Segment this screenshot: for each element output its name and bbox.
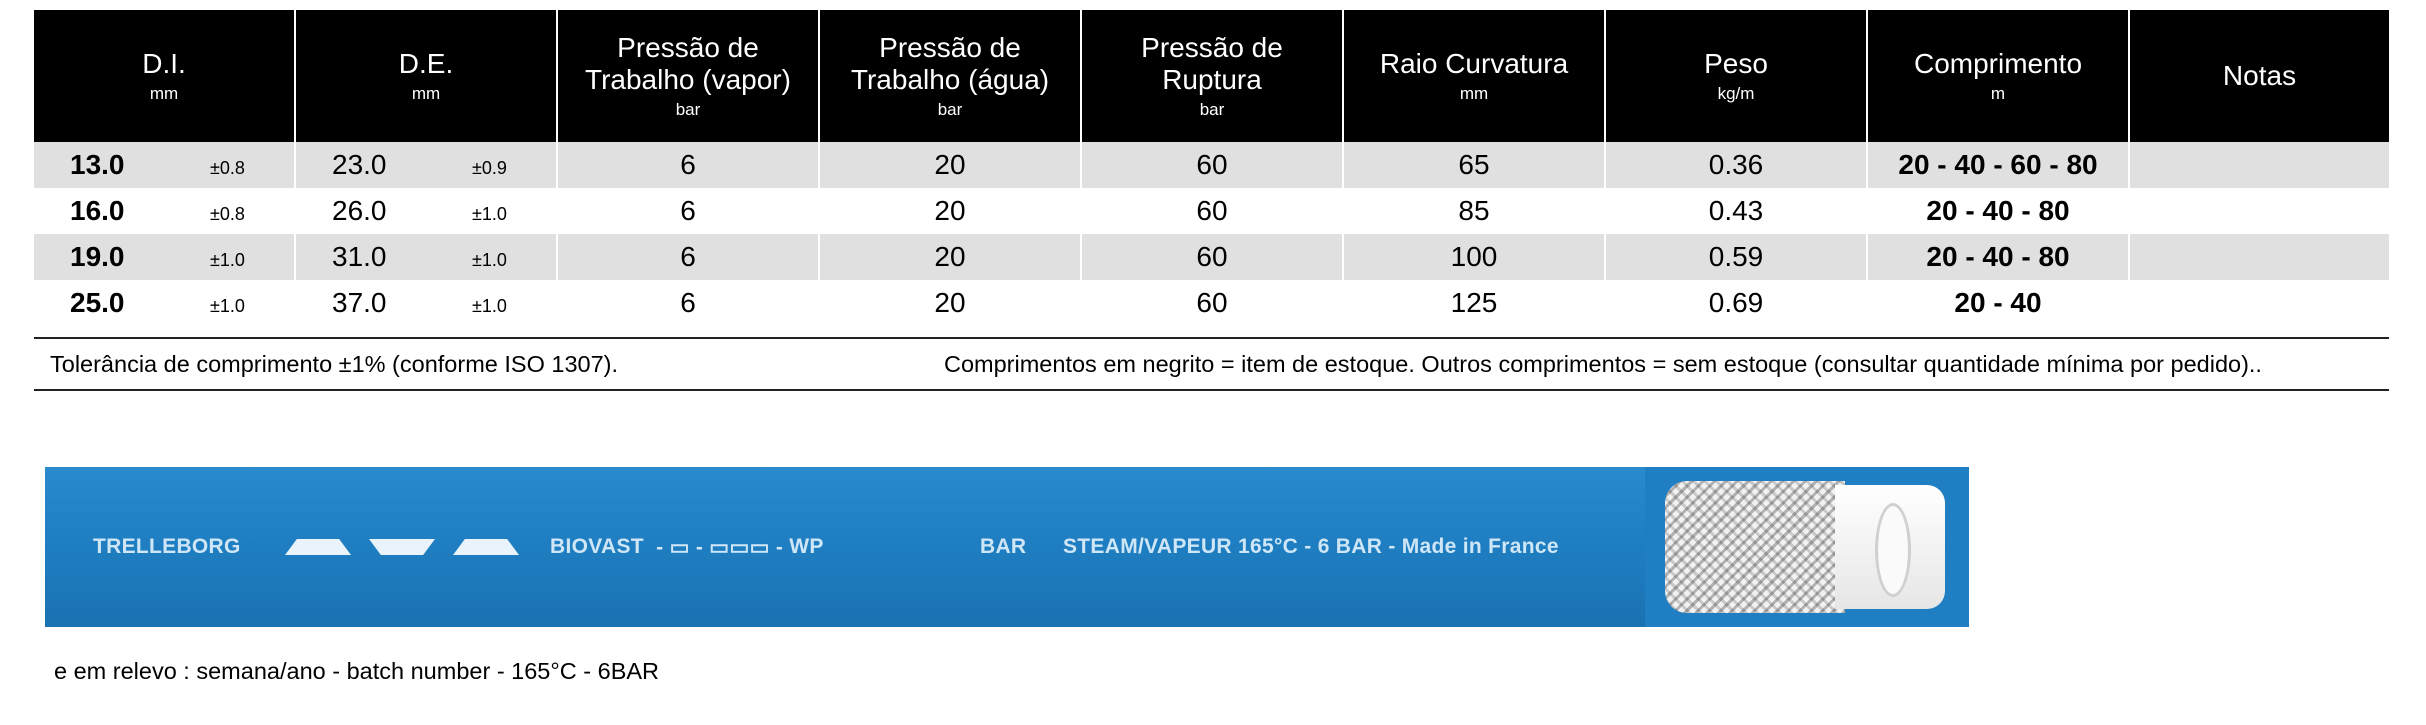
table-row [34,234,2389,280]
cell-di: 13.0 ±0.8 [34,142,296,188]
cell-wp-steam: 6 [558,188,820,234]
cell-bend-radius: 65 [1344,142,1606,188]
header-di: D.I. mm [34,10,296,142]
chevron-down-icon [369,539,435,555]
steam-spec: STEAM/VAPEUR 165°C - 6 BAR - Made in France [1063,535,1559,558]
table-row [34,188,2389,234]
header-bend-radius: Raio Curvatura mm [1344,10,1606,142]
liner-opening [1875,503,1911,597]
cell-weight: 0.69 [1606,280,1868,326]
cell-de: 23.0 ±0.9 [296,142,558,188]
spec-table [34,10,2389,326]
header-de: D.E. mm [296,10,558,142]
header-wp-steam: Pressão de Trabalho (vapor) bar [558,10,820,142]
cell-burst: 60 [1082,234,1344,280]
cell-lengths: 20 - 40 - 60 - 80 [1868,142,2130,188]
chevron-marks [285,467,519,627]
header-notes: Notas [2130,10,2389,142]
cell-lengths: 20 - 40 [1868,280,2130,326]
table-header-row [34,10,2389,142]
cell-lengths: 20 - 40 - 80 [1868,234,2130,280]
cell-notes [2130,280,2389,326]
white-liner [1835,485,1945,609]
cell-burst: 60 [1082,188,1344,234]
cell-wp-steam: 6 [558,280,820,326]
wp-label: WP [789,535,824,558]
hose-print-brand [93,467,241,627]
table-row [34,280,2389,326]
hose-cutaway [1645,467,1969,627]
hose-image [45,467,1969,627]
cell-di: 19.0 ±1.0 [34,234,296,280]
cell-notes [2130,234,2389,280]
cell-notes [2130,142,2389,188]
header-weight: Peso kg/m [1606,10,1868,142]
cell-bend-radius: 125 [1344,280,1606,326]
bar-label: BAR [980,535,1027,558]
header-length: Comprimento m [1868,10,2130,142]
brand-logo-text: TRELLEBORG [93,535,241,558]
cell-notes [2130,188,2389,234]
header-burst: Pressão de Ruptura bar [1082,10,1344,142]
hose-print-bar [980,467,1026,627]
embossing-caption: e em relevo : semana/ano - batch number - 165°C - 6BAR [54,658,660,684]
cell-wp-water: 20 [820,234,1082,280]
cell-bend-radius: 100 [1344,234,1606,280]
table-notes [34,337,2389,391]
cell-burst: 60 [1082,142,1344,188]
header-wp-water: Pressão de Trabalho (água) bar [820,10,1082,142]
cell-wp-water: 20 [820,280,1082,326]
cell-wp-steam: 6 [558,142,820,188]
table-row [34,142,2389,188]
cell-wp-water: 20 [820,142,1082,188]
cell-di: 16.0 ±0.8 [34,188,296,234]
cell-wp-water: 20 [820,188,1082,234]
cell-bend-radius: 85 [1344,188,1606,234]
braid-reinforcement [1665,481,1845,613]
cell-weight: 0.43 [1606,188,1868,234]
cell-de: 37.0 ±1.0 [296,280,558,326]
chevron-up-icon [285,539,351,555]
cell-di: 25.0 ±1.0 [34,280,296,326]
cell-wp-steam: 6 [558,234,820,280]
cell-burst: 60 [1082,280,1344,326]
chevron-up-icon [453,539,519,555]
length-tolerance-note: Tolerância de comprimento ±1% (conforme ISO 1307). [50,351,619,377]
cell-de: 26.0 ±1.0 [296,188,558,234]
hose-print-spec [1063,467,1559,627]
certification-marks: - ▭ - ▭▭▭ - [656,535,784,559]
product-name: BIOVAST [550,535,644,558]
cell-de: 31.0 ±1.0 [296,234,558,280]
cell-lengths: 20 - 40 - 80 [1868,188,2130,234]
cell-weight: 0.36 [1606,142,1868,188]
stock-note: Comprimentos em negrito = item de estoque. Outros comprimentos = sem estoque (consultar quantidade mínima por pedido).. [944,351,2262,377]
cell-weight: 0.59 [1606,234,1868,280]
hose-print-product [550,467,824,627]
